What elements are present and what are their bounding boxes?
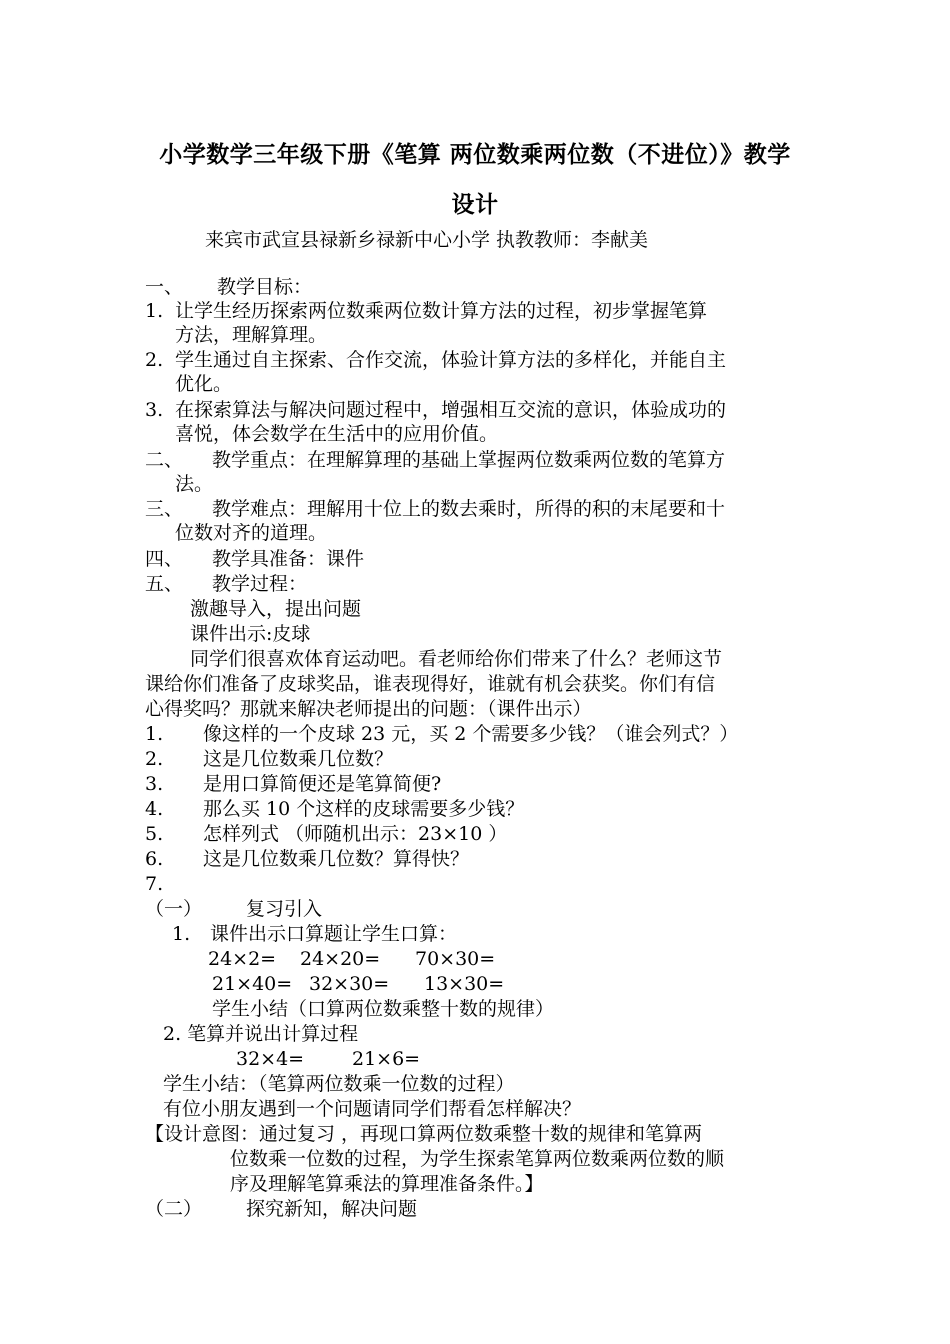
section-2-line2: 法。 bbox=[175, 473, 214, 495]
question-2-text: 这是几位数乘几位数？ bbox=[203, 748, 394, 770]
intro-para-line1: 同学们很喜欢体育运动吧。看老师给你们带来了什么？老师这节 bbox=[190, 648, 723, 670]
section-5-num: 五、 bbox=[145, 573, 184, 595]
goal-2-line1: 学生通过自主探索、合作交流，体验计算方法的多样化，并能自主 bbox=[175, 349, 727, 371]
section-5-text: 教学过程： bbox=[212, 573, 308, 595]
calc-row3-a: 32×4= bbox=[236, 1048, 305, 1070]
question-6-text: 这是几位数乘几位数？算得快？ bbox=[203, 848, 470, 870]
author-line: 来宾市武宣县禄新乡禄新中心小学 执教教师：李献美 bbox=[205, 229, 649, 251]
question-4-num: 4. bbox=[145, 798, 164, 820]
goal-3-num: 3. bbox=[145, 399, 164, 421]
goal-1-line2: 方法，理解算理。 bbox=[175, 324, 328, 346]
question-6-num: 6. bbox=[145, 848, 164, 870]
question-2-num: 2. bbox=[145, 748, 164, 770]
calc-row3-b: 21×6= bbox=[352, 1048, 421, 1070]
review-item2: 2. 笔算并说出计算过程 bbox=[163, 1023, 359, 1045]
question-7-num: 7. bbox=[145, 873, 164, 895]
calc-row1-c: 70×30= bbox=[415, 948, 496, 970]
intro-para-line3: 心得奖吗？那就来解决老师提出的问题：（课件出示） bbox=[145, 698, 592, 720]
intro-courseware: 课件出示:皮球 bbox=[190, 623, 311, 645]
question-5-text: 怎样列式 （师随机出示：23×10 ） bbox=[203, 823, 508, 845]
design-intent-line1: 【设计意图：通过复习 ，再现口算两位数乘整十数的规律和笔算两 bbox=[145, 1123, 703, 1145]
question-3-num: 3. bbox=[145, 773, 164, 795]
question-4-text: 那么买 10 个这样的皮球需要多少钱？ bbox=[203, 798, 525, 820]
calc-row2-b: 32×30= bbox=[309, 973, 390, 995]
review-item1-text: 课件出示口算题让学生口算： bbox=[210, 923, 458, 945]
design-intent-line2: 位数乘一位数的过程，为学生探索笔算两位数乘两位数的顺 bbox=[230, 1148, 725, 1170]
explore-title: 探究新知，解决问题 bbox=[246, 1198, 418, 1220]
calc-row2-c: 13×30= bbox=[424, 973, 505, 995]
review-question: 有位小朋友遇到一个问题请同学们帮看怎样解决？ bbox=[163, 1098, 582, 1120]
review-summary2: 学生小结：（笔算两位数乘一位数的过程） bbox=[163, 1073, 515, 1095]
question-1-num: 1. bbox=[145, 723, 164, 745]
section-3-line2: 位数对齐的道理。 bbox=[175, 522, 328, 544]
doc-title-line2: 设计 bbox=[451, 191, 499, 218]
calc-row1-b: 24×20= bbox=[300, 948, 381, 970]
goal-2-num: 2. bbox=[145, 349, 164, 371]
section-2-num: 二、 bbox=[145, 449, 184, 471]
review-num: （一） bbox=[145, 898, 203, 920]
section-3-num: 三、 bbox=[145, 498, 184, 520]
section-1-text: 教学目标： bbox=[217, 276, 313, 298]
review-title: 复习引入 bbox=[246, 898, 323, 920]
goal-1-line1: 让学生经历探索两位数乘两位数计算方法的过程，初步掌握笔算 bbox=[175, 300, 708, 322]
goal-3-line2: 喜悦，体会数学在生活中的应用价值。 bbox=[175, 423, 499, 445]
doc-title-line1: 小学数学三年级下册《笔算 两位数乘两位数（不进位）》教学 bbox=[159, 141, 791, 168]
calc-row2-a: 21×40= bbox=[212, 973, 293, 995]
intro-heading: 激趣导入，提出问题 bbox=[190, 598, 362, 620]
section-4-text: 教学具准备：课件 bbox=[212, 548, 365, 570]
goal-3-line1: 在探索算法与解决问题过程中，增强相互交流的意识，体验成功的 bbox=[175, 399, 727, 421]
intro-para-line2: 课给你们准备了皮球奖品，谁表现得好，谁就有机会获奖。你们有信 bbox=[145, 673, 716, 695]
explore-num: （二） bbox=[145, 1198, 203, 1220]
calc-row1-a: 24×2= bbox=[208, 948, 277, 970]
question-5-num: 5. bbox=[145, 823, 164, 845]
section-1-num: 一、 bbox=[145, 276, 184, 298]
goal-1-num: 1. bbox=[145, 300, 164, 322]
goal-2-line2: 优化。 bbox=[175, 373, 233, 395]
design-intent-line3: 序及理解笔算乘法的算理准备条件。】 bbox=[230, 1173, 544, 1195]
section-4-num: 四、 bbox=[145, 548, 184, 570]
review-summary1: 学生小结（口算两位数乘整十数的规律） bbox=[212, 998, 555, 1020]
review-item1-num: 1. bbox=[172, 923, 191, 945]
question-3-text: 是用口算简便还是笔算简便? bbox=[203, 773, 442, 795]
section-2-line1: 教学重点：在理解算理的基础上掌握两位数乘两位数的笔算方 bbox=[212, 449, 726, 471]
question-1-text: 像这样的一个皮球 23 元，买 2 个需要多少钱？（谁会列式？） bbox=[203, 723, 739, 745]
section-3-line1: 教学难点：理解用十位上的数去乘时，所得的积的末尾要和十 bbox=[212, 498, 726, 520]
